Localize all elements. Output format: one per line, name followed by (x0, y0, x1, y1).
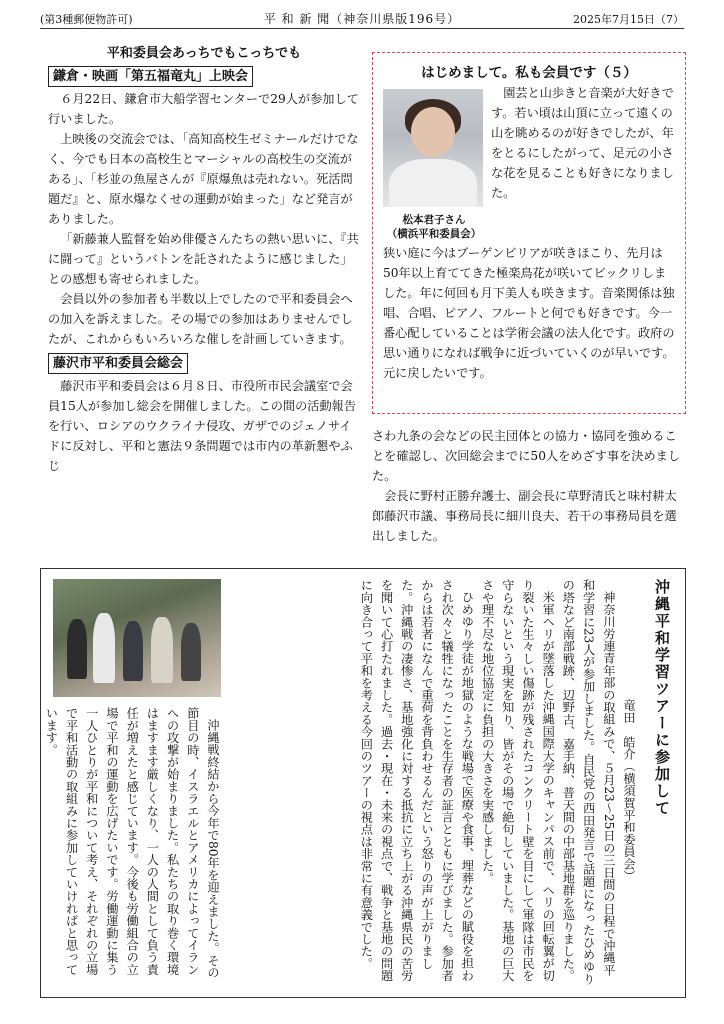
member-intro-box (372, 52, 686, 414)
left-column (48, 44, 360, 476)
okinawa-paragraph: 沖縄戦終結から今年で80年を迎えました。その節目の時、イスラエルとアメリカによってイランへの攻撃が始まりました。私たちの取り巻く環境はますます厳しくなり、一人の人間として負う責任が増えたと感じています。今後も労働組合の立場で平和の運動を広げたいです。労働運動に集う一人ひとりが平和について考え、それぞれの立場で平和活動の取組みに参加していければと思っています。 (44, 707, 220, 979)
article2-paragraph: 藤沢市平和委員会は６月８日、市役所市民会議室で会員15人が参加し総会を開催しました。この間の活動報告を行い、ロシアのウクライナ侵攻、ガザでのジェノサイドに反対し、平和と憲法９条問題では市内の革新懇やふじ (48, 379, 357, 473)
newspaper-title: 平 和 新 聞（神奈川県版196号） (263, 12, 461, 26)
article1-paragraph: ６月22日、鎌倉市大船学習センターで29人が参加して行いました。 (48, 92, 359, 126)
photo-caption (379, 213, 489, 241)
continuation-paragraph: さわ九条の会などの民主団体との協力・協同を強めることを確認し、次回総会までに50人をめざす事を決めました。 (372, 429, 681, 483)
caption-org: （横浜平和委員会） (386, 228, 482, 240)
article1-paragraph: 会員以外の参加者も半数以上でしたので平和委員会への加入を訴えました。その場での参加はありませんでしたが、これからもいろいろな催しを計画していきます。 (48, 292, 353, 346)
member-intro-title: はじめまして。私も会員です（５） (421, 65, 637, 81)
postal-permit: (第3種郵便物許可) (40, 13, 133, 26)
article-author: 竜田 皓介（横須賀平和委員会） (622, 699, 636, 882)
okinawa-article-body (227, 579, 639, 987)
article1-heading: 鎌倉・映画「第五福竜丸」上映会 (48, 66, 253, 87)
okinawa-paragraph: 米軍ヘリが墜落した沖縄国際大学のキャンパス前で、ヘリの回転翼が切り裂いた生々しい傷跡が残されたコンクリート壁を目にして軍隊は市民を守らないという現実を知り、皆がその場で絶句していました。基地の巨大さや理不尽な地位協定に負担の大きさを実感しました。 (480, 579, 556, 982)
okinawa-article-title: 沖縄平和学習ツアーに参加して (653, 579, 671, 817)
member-intro-text-full: 狭い庭に今はブーゲンビリアが咲きほこり、先月は50年以上育ててきた極楽鳥花が咲いてビックリしました。年に何回も月下美人も咲きます。音楽関係は独唱、合唱、ピアノ、フルートと何でも好きです。今一番心配していることは学術会議の法人化です。政府の思い通りになれば戦争に近づいていくのが早いです。元に戻したいです。 (383, 246, 675, 380)
article1-paragraph: 「新藤兼人監督を始め俳優さんたちの熱い思いに、『共に闘って』というバトンを託されたように感じました」との感想も寄せられました。 (48, 232, 359, 286)
okinawa-article-body-lower (44, 707, 223, 987)
member-intro-text-beside: 園芸と山歩きと音楽が大好きです。若い頃は山頂に立って遠くの山を眺めるのが好きでしたが、年をとるにしたがって、足元の小さな花を見ることも好きになりました。 (491, 86, 674, 200)
member-portrait-photo (383, 89, 483, 207)
article1-paragraph: 上映後の交流会では、「高知高校生ゼミナールだけでなく、今でも日本の高校生とマーシャルの高校生の交流がある」、「杉並の魚屋さんが『原爆魚は売れない。死活問題だ』と、原水爆なくせの運動が始まった」など発言がありました。 (48, 132, 359, 226)
continuation-paragraph: 会長に野村正勝弁護士、副会長に草野清氏と味村耕太郎藤沢市議、事務局長に細川良夫、若干の事務局員を選出しました。 (372, 489, 677, 543)
section-title: 平和委員会あっちでもこっちでも (106, 46, 302, 61)
right-continuation (372, 426, 684, 546)
page-header (40, 8, 684, 29)
caption-name: 松本君子さん (402, 214, 466, 226)
okinawa-group-photo (53, 579, 221, 697)
okinawa-paragraph: 神奈川労連青年部の取組みで、５月23〜25日の三日間の日程で沖縄平和学習に23人が参加しました。自民党の西田発言で話題になったひめゆりの塔など南部戦跡、辺野古、嘉手納、普天間の中部基地群を巡りました。 (561, 579, 616, 985)
okinawa-article (40, 568, 686, 998)
okinawa-paragraph: ひめゆり学徒が地獄のような戦場で医療や食事、埋葬などの賦役を担わされ次々と犠牲になったことを生存者の証言とともに学びました。参加者からは若者になんで重荷を背負わせるんだという怒りの声が上がりました。沖縄戦の凄惨さ、基地強化に対する抵抗に立ち上がる沖縄県民の苦労を聞いて心打たれました。過去・現在・未来の視点で、戦争と基地の問題に向き合って平和を考える今回のツアーの視点は非常に有意義でした。 (359, 579, 475, 982)
issue-date: 2025年7月15日（7） (573, 13, 684, 26)
article2-heading: 藤沢市平和委員会総会 (48, 353, 188, 374)
